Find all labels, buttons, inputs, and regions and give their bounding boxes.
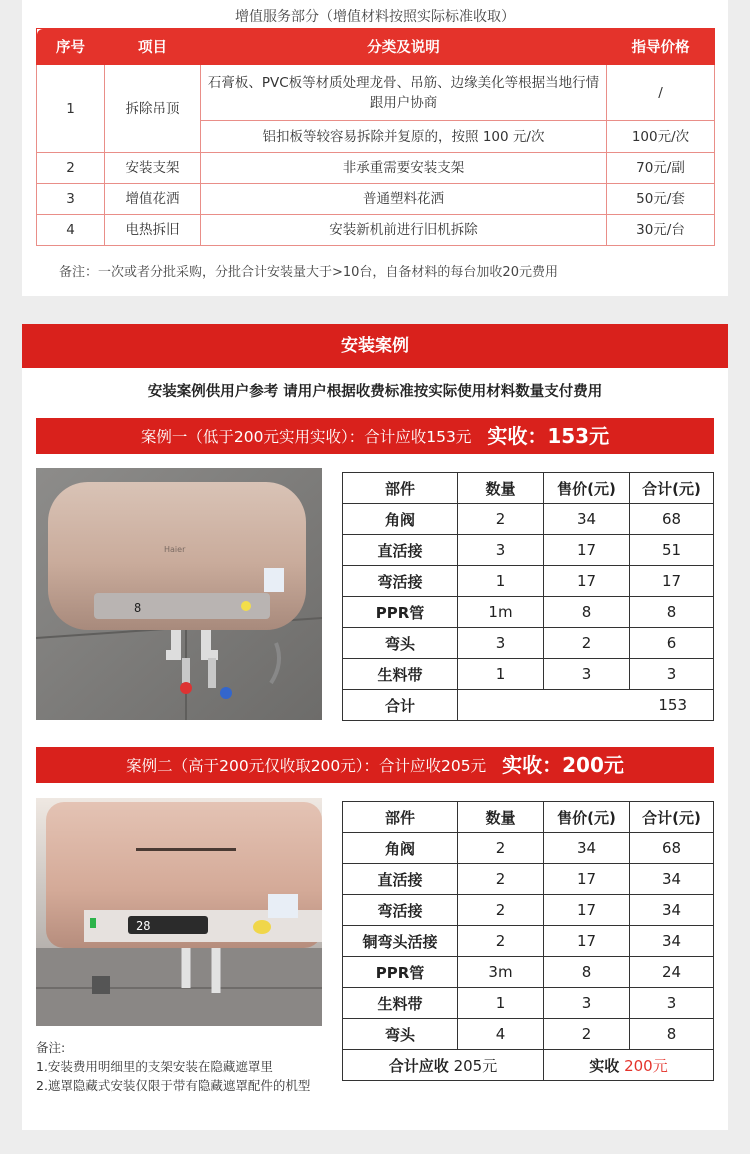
row-price: 30元/台: [607, 215, 715, 246]
row-desc: 普通塑料花洒: [201, 184, 607, 215]
part-qty: 2: [458, 895, 544, 926]
header-subtotal: 合计(元): [630, 802, 714, 833]
notes-line1: 1.安装费用明细里的支架安装在隐藏遮罩里: [36, 1059, 273, 1074]
part-price: 8: [544, 597, 630, 628]
table-row: [343, 957, 714, 988]
table-row: [37, 215, 715, 246]
case1-table: [342, 472, 714, 721]
row-item: 电热拆旧: [105, 215, 201, 246]
part-qty: 2: [458, 504, 544, 535]
part-total: 3: [630, 659, 714, 690]
total-row: [343, 690, 714, 721]
part-name: PPR管: [343, 597, 458, 628]
header-desc: 分类及说明: [201, 29, 607, 65]
header-price: 指导价格: [607, 29, 715, 65]
row-price: 100元/次: [607, 121, 715, 153]
display-digit: 8: [134, 601, 142, 615]
part-name: 弯活接: [343, 566, 458, 597]
service-title: 增值服务部分（增值材料按照实际标准收取）: [235, 9, 515, 25]
total-value: 153: [458, 690, 714, 721]
table-row: [343, 1019, 714, 1050]
service-header-row: [37, 29, 715, 65]
total-row: [343, 1050, 714, 1081]
part-qty: 4: [458, 1019, 544, 1050]
row-desc: 石膏板、PVC板等材质处理龙骨、吊筋、边缘美化等根据当地行情跟用户协商: [201, 65, 607, 121]
row-price: /: [607, 65, 715, 121]
part-qty: 1m: [458, 597, 544, 628]
part-price: 3: [544, 659, 630, 690]
row-item: 拆除吊顶: [105, 65, 201, 153]
row-item: 安装支架: [105, 153, 201, 184]
part-total: 24: [630, 957, 714, 988]
table-row: [343, 628, 714, 659]
part-name: 铜弯头活接: [343, 926, 458, 957]
part-price: 2: [544, 628, 630, 659]
table-row: [343, 659, 714, 690]
row-item: 增值花洒: [105, 184, 201, 215]
part-total: 68: [630, 833, 714, 864]
header-subtotal: 合计(元): [630, 473, 714, 504]
part-qty: 3: [458, 628, 544, 659]
table-row: [37, 184, 715, 215]
part-qty: 1: [458, 988, 544, 1019]
part-name: 弯头: [343, 628, 458, 659]
part-name: 直活接: [343, 535, 458, 566]
case2-table: [342, 801, 714, 1081]
part-total: 6: [630, 628, 714, 659]
header-part: 部件: [343, 802, 458, 833]
row-no: 2: [37, 153, 105, 184]
header-qty: 数量: [458, 802, 544, 833]
row-no: 3: [37, 184, 105, 215]
part-price: 17: [544, 895, 630, 926]
paid-value: 200元: [624, 1056, 668, 1075]
case1-header-row: [343, 473, 714, 504]
part-name: 弯活接: [343, 895, 458, 926]
cases-subtitle: 安装案例供用户参考 请用户根据收费标准按实际使用材料数量支付费用: [147, 384, 603, 400]
table-row: [343, 597, 714, 628]
case1-photo: [36, 468, 322, 720]
row-price: 70元/副: [607, 153, 715, 184]
total-value: 205元: [453, 1056, 498, 1075]
cases-banner: 安装案例: [22, 324, 728, 368]
header-no: 序号: [37, 29, 105, 65]
total-label: 合计应收: [388, 1056, 449, 1075]
part-total: 34: [630, 926, 714, 957]
part-name: 角阀: [343, 833, 458, 864]
header-unit-price: 售价(元): [544, 473, 630, 504]
part-price: 17: [544, 566, 630, 597]
part-price: 34: [544, 833, 630, 864]
paid-label: 实收: [589, 1056, 620, 1075]
table-row: [343, 926, 714, 957]
part-name: 生料带: [343, 988, 458, 1019]
header-unit-price: 售价(元): [544, 802, 630, 833]
table-row: [37, 153, 715, 184]
row-no: 4: [37, 215, 105, 246]
notes-title: 备注:: [36, 1040, 66, 1055]
part-qty: 2: [458, 833, 544, 864]
header-part: 部件: [343, 473, 458, 504]
total-label: 合计: [343, 690, 458, 721]
case1-bar-text: 案例一（低于200元实用实收）：合计应收153元: [140, 428, 472, 446]
part-qty: 2: [458, 926, 544, 957]
table-row: [343, 504, 714, 535]
part-price: 17: [544, 864, 630, 895]
table-row: [343, 988, 714, 1019]
part-total: 68: [630, 504, 714, 535]
part-total: 51: [630, 535, 714, 566]
part-qty: 3m: [458, 957, 544, 988]
part-name: 直活接: [343, 864, 458, 895]
part-qty: 3: [458, 535, 544, 566]
case2-paid: 实收：200元: [502, 753, 624, 777]
row-desc: 安装新机前进行旧机拆除: [201, 215, 607, 246]
part-name: 角阀: [343, 504, 458, 535]
part-name: PPR管: [343, 957, 458, 988]
case2-bar: [36, 747, 714, 783]
case2-bar-text: 案例二（高于200元仅收取200元）：合计应收205元: [126, 757, 487, 775]
part-price: 17: [544, 926, 630, 957]
part-price: 17: [544, 535, 630, 566]
row-no: 1: [37, 65, 105, 153]
service-note: 备注：一次或者分批采购，分批合计安装量大于>10台，自备材料的每台加收20元费用: [59, 265, 558, 280]
part-price: 34: [544, 504, 630, 535]
part-total: 34: [630, 895, 714, 926]
table-row: [343, 895, 714, 926]
part-price: 3: [544, 988, 630, 1019]
row-desc: 非承重需要安装支架: [201, 153, 607, 184]
part-total: 3: [630, 988, 714, 1019]
part-qty: 1: [458, 566, 544, 597]
part-price: 8: [544, 957, 630, 988]
display-digits: 28: [136, 919, 151, 933]
part-total: 8: [630, 1019, 714, 1050]
table-row: [343, 833, 714, 864]
case2-photo: [36, 798, 322, 1026]
part-total: 17: [630, 566, 714, 597]
header-item: 项目: [105, 29, 201, 65]
table-row: [343, 864, 714, 895]
case-notes: [36, 1038, 326, 1095]
part-name: 弯头: [343, 1019, 458, 1050]
case1-bar: [36, 418, 714, 454]
brand-logo: Haier: [164, 545, 186, 554]
total-cell: [343, 1050, 544, 1081]
paid-cell: [544, 1050, 714, 1081]
service-table: [36, 28, 715, 246]
notes-line2: 2.遮罩隐藏式安装仅限于带有隐藏遮罩配件的机型: [36, 1078, 311, 1093]
part-qty: 1: [458, 659, 544, 690]
header-qty: 数量: [458, 473, 544, 504]
part-qty: 2: [458, 864, 544, 895]
table-row: [343, 535, 714, 566]
part-name: 生料带: [343, 659, 458, 690]
row-price: 50元/套: [607, 184, 715, 215]
part-total: 34: [630, 864, 714, 895]
case1-paid: 实收：153元: [487, 424, 610, 448]
case2-header-row: [343, 802, 714, 833]
part-total: 8: [630, 597, 714, 628]
row-desc: 铝扣板等较容易拆除并复原的，按照 100 元/次: [201, 121, 607, 153]
table-row: [37, 65, 715, 121]
part-price: 2: [544, 1019, 630, 1050]
table-row: [343, 566, 714, 597]
